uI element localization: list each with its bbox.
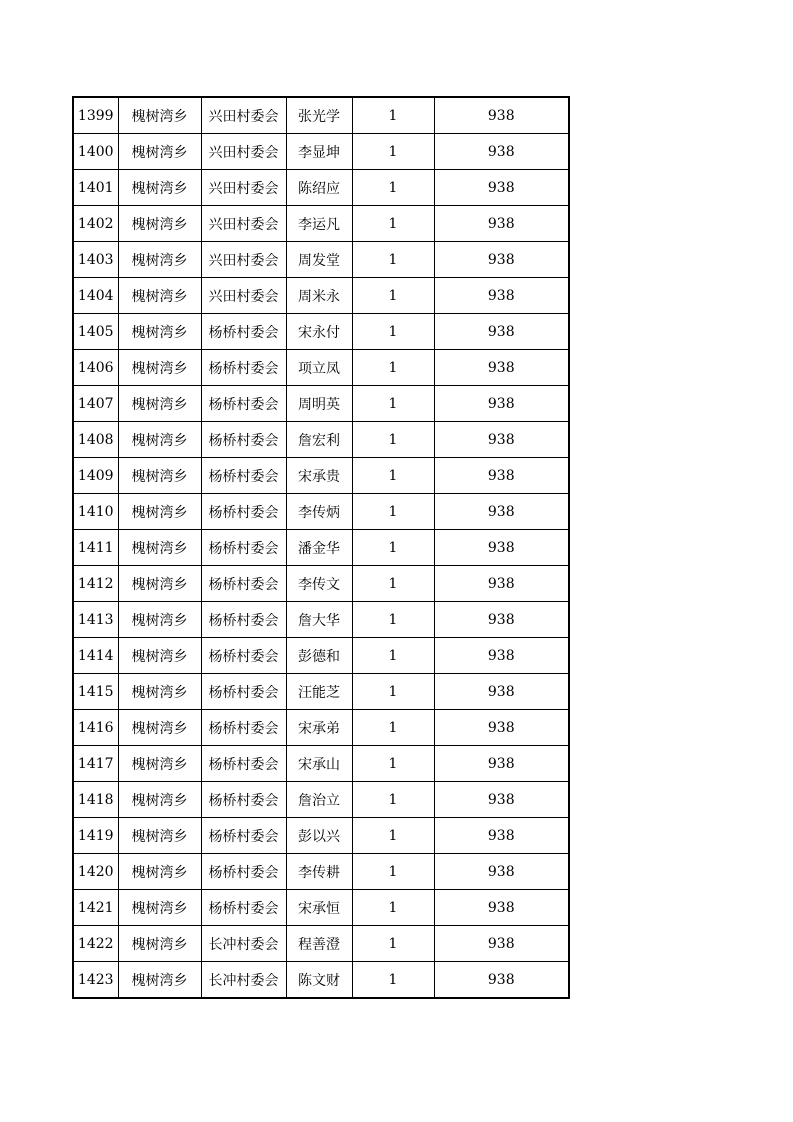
table-row: [73, 602, 569, 638]
village-committee-cell: 兴田村委会: [201, 206, 286, 242]
township-cell: 槐树湾乡: [118, 566, 201, 602]
village-committee-cell: 兴田村委会: [201, 134, 286, 170]
table-row: [73, 350, 569, 386]
count-cell: 1: [352, 926, 434, 962]
amount-cell: 938: [434, 422, 569, 458]
village-committee-cell: 长冲村委会: [201, 962, 286, 999]
village-committee-cell: 杨桥村委会: [201, 566, 286, 602]
person-name-cell: 宋承贵: [286, 458, 352, 494]
row-number-cell: 1400: [73, 134, 118, 170]
row-number-cell: 1421: [73, 890, 118, 926]
count-cell: 1: [352, 746, 434, 782]
row-number-cell: 1422: [73, 926, 118, 962]
person-name-cell: 陈文财: [286, 962, 352, 999]
person-name-cell: 程善澄: [286, 926, 352, 962]
table-row: [73, 134, 569, 170]
row-number-cell: 1401: [73, 170, 118, 206]
person-name-cell: 宋承恒: [286, 890, 352, 926]
count-cell: 1: [352, 854, 434, 890]
amount-cell: 938: [434, 494, 569, 530]
person-name-cell: 陈绍应: [286, 170, 352, 206]
amount-cell: 938: [434, 674, 569, 710]
village-committee-cell: 兴田村委会: [201, 242, 286, 278]
amount-cell: 938: [434, 746, 569, 782]
count-cell: 1: [352, 350, 434, 386]
row-number-cell: 1409: [73, 458, 118, 494]
table-row: [73, 638, 569, 674]
count-cell: 1: [352, 422, 434, 458]
table-row: [73, 710, 569, 746]
person-name-cell: 项立凤: [286, 350, 352, 386]
count-cell: 1: [352, 818, 434, 854]
village-committee-cell: 杨桥村委会: [201, 386, 286, 422]
amount-cell: 938: [434, 926, 569, 962]
row-number-cell: 1411: [73, 530, 118, 566]
row-number-cell: 1413: [73, 602, 118, 638]
count-cell: 1: [352, 530, 434, 566]
row-number-cell: 1412: [73, 566, 118, 602]
village-committee-cell: 杨桥村委会: [201, 890, 286, 926]
row-number-cell: 1403: [73, 242, 118, 278]
count-cell: 1: [352, 710, 434, 746]
township-cell: 槐树湾乡: [118, 350, 201, 386]
village-committee-cell: 杨桥村委会: [201, 314, 286, 350]
amount-cell: 938: [434, 638, 569, 674]
village-committee-cell: 杨桥村委会: [201, 458, 286, 494]
roster-table-body: [73, 97, 569, 998]
table-row: [73, 530, 569, 566]
table-row: [73, 674, 569, 710]
table-row: [73, 386, 569, 422]
village-committee-cell: 杨桥村委会: [201, 746, 286, 782]
row-number-cell: 1414: [73, 638, 118, 674]
township-cell: 槐树湾乡: [118, 242, 201, 278]
township-cell: 槐树湾乡: [118, 494, 201, 530]
amount-cell: 938: [434, 602, 569, 638]
row-number-cell: 1406: [73, 350, 118, 386]
person-name-cell: 宋永付: [286, 314, 352, 350]
count-cell: 1: [352, 602, 434, 638]
township-cell: 槐树湾乡: [118, 314, 201, 350]
township-cell: 槐树湾乡: [118, 97, 201, 134]
village-committee-cell: 杨桥村委会: [201, 818, 286, 854]
table-row: [73, 854, 569, 890]
amount-cell: 938: [434, 97, 569, 134]
village-committee-cell: 杨桥村委会: [201, 782, 286, 818]
row-number-cell: 1402: [73, 206, 118, 242]
person-name-cell: 宋承弟: [286, 710, 352, 746]
township-cell: 槐树湾乡: [118, 134, 201, 170]
township-cell: 槐树湾乡: [118, 962, 201, 999]
person-name-cell: 汪能芝: [286, 674, 352, 710]
row-number-cell: 1416: [73, 710, 118, 746]
village-committee-cell: 杨桥村委会: [201, 494, 286, 530]
village-committee-cell: 杨桥村委会: [201, 350, 286, 386]
person-name-cell: 詹大华: [286, 602, 352, 638]
amount-cell: 938: [434, 890, 569, 926]
table-row: [73, 818, 569, 854]
count-cell: 1: [352, 458, 434, 494]
table-row: [73, 926, 569, 962]
row-number-cell: 1417: [73, 746, 118, 782]
village-committee-cell: 兴田村委会: [201, 278, 286, 314]
person-name-cell: 李传炳: [286, 494, 352, 530]
amount-cell: 938: [434, 962, 569, 999]
amount-cell: 938: [434, 710, 569, 746]
row-number-cell: 1408: [73, 422, 118, 458]
row-number-cell: 1404: [73, 278, 118, 314]
table-row: [73, 97, 569, 134]
table-row: [73, 206, 569, 242]
count-cell: 1: [352, 134, 434, 170]
village-committee-cell: 杨桥村委会: [201, 530, 286, 566]
township-cell: 槐树湾乡: [118, 278, 201, 314]
count-cell: 1: [352, 242, 434, 278]
row-number-cell: 1407: [73, 386, 118, 422]
table-row: [73, 566, 569, 602]
township-cell: 槐树湾乡: [118, 530, 201, 566]
person-name-cell: 张光学: [286, 97, 352, 134]
count-cell: 1: [352, 314, 434, 350]
village-committee-cell: 长冲村委会: [201, 926, 286, 962]
table-row: [73, 242, 569, 278]
count-cell: 1: [352, 170, 434, 206]
table-row: [73, 746, 569, 782]
count-cell: 1: [352, 674, 434, 710]
township-cell: 槐树湾乡: [118, 170, 201, 206]
village-committee-cell: 杨桥村委会: [201, 854, 286, 890]
row-number-cell: 1423: [73, 962, 118, 999]
person-name-cell: 李传文: [286, 566, 352, 602]
row-number-cell: 1419: [73, 818, 118, 854]
count-cell: 1: [352, 386, 434, 422]
row-number-cell: 1420: [73, 854, 118, 890]
count-cell: 1: [352, 638, 434, 674]
amount-cell: 938: [434, 134, 569, 170]
township-cell: 槐树湾乡: [118, 818, 201, 854]
count-cell: 1: [352, 278, 434, 314]
person-name-cell: 周米永: [286, 278, 352, 314]
table-row: [73, 962, 569, 999]
amount-cell: 938: [434, 242, 569, 278]
village-committee-cell: 杨桥村委会: [201, 422, 286, 458]
township-cell: 槐树湾乡: [118, 674, 201, 710]
amount-cell: 938: [434, 818, 569, 854]
row-number-cell: 1415: [73, 674, 118, 710]
village-committee-cell: 杨桥村委会: [201, 674, 286, 710]
row-number-cell: 1418: [73, 782, 118, 818]
amount-cell: 938: [434, 314, 569, 350]
township-cell: 槐树湾乡: [118, 710, 201, 746]
person-name-cell: 詹治立: [286, 782, 352, 818]
township-cell: 槐树湾乡: [118, 890, 201, 926]
person-name-cell: 李传耕: [286, 854, 352, 890]
person-name-cell: 李运凡: [286, 206, 352, 242]
township-cell: 槐树湾乡: [118, 602, 201, 638]
table-row: [73, 422, 569, 458]
count-cell: 1: [352, 890, 434, 926]
amount-cell: 938: [434, 854, 569, 890]
township-cell: 槐树湾乡: [118, 746, 201, 782]
table-row: [73, 458, 569, 494]
amount-cell: 938: [434, 782, 569, 818]
amount-cell: 938: [434, 350, 569, 386]
village-committee-cell: 杨桥村委会: [201, 638, 286, 674]
person-name-cell: 彭德和: [286, 638, 352, 674]
amount-cell: 938: [434, 206, 569, 242]
township-cell: 槐树湾乡: [118, 926, 201, 962]
person-name-cell: 彭以兴: [286, 818, 352, 854]
person-name-cell: 潘金华: [286, 530, 352, 566]
person-name-cell: 宋承山: [286, 746, 352, 782]
village-committee-cell: 兴田村委会: [201, 170, 286, 206]
person-name-cell: 李显坤: [286, 134, 352, 170]
roster-table: [72, 96, 570, 999]
table-row: [73, 314, 569, 350]
person-name-cell: 詹宏利: [286, 422, 352, 458]
table-row: [73, 890, 569, 926]
township-cell: 槐树湾乡: [118, 386, 201, 422]
township-cell: 槐树湾乡: [118, 854, 201, 890]
amount-cell: 938: [434, 170, 569, 206]
village-committee-cell: 兴田村委会: [201, 97, 286, 134]
village-committee-cell: 杨桥村委会: [201, 602, 286, 638]
table-row: [73, 782, 569, 818]
township-cell: 槐树湾乡: [118, 422, 201, 458]
village-committee-cell: 杨桥村委会: [201, 710, 286, 746]
amount-cell: 938: [434, 278, 569, 314]
person-name-cell: 周明英: [286, 386, 352, 422]
count-cell: 1: [352, 782, 434, 818]
count-cell: 1: [352, 206, 434, 242]
amount-cell: 938: [434, 458, 569, 494]
table-row: [73, 170, 569, 206]
count-cell: 1: [352, 566, 434, 602]
count-cell: 1: [352, 962, 434, 999]
amount-cell: 938: [434, 530, 569, 566]
table-row: [73, 278, 569, 314]
amount-cell: 938: [434, 566, 569, 602]
amount-cell: 938: [434, 386, 569, 422]
person-name-cell: 周发堂: [286, 242, 352, 278]
table-row: [73, 494, 569, 530]
township-cell: 槐树湾乡: [118, 638, 201, 674]
township-cell: 槐树湾乡: [118, 458, 201, 494]
township-cell: 槐树湾乡: [118, 782, 201, 818]
row-number-cell: 1405: [73, 314, 118, 350]
row-number-cell: 1410: [73, 494, 118, 530]
count-cell: 1: [352, 97, 434, 134]
count-cell: 1: [352, 494, 434, 530]
township-cell: 槐树湾乡: [118, 206, 201, 242]
row-number-cell: 1399: [73, 97, 118, 134]
